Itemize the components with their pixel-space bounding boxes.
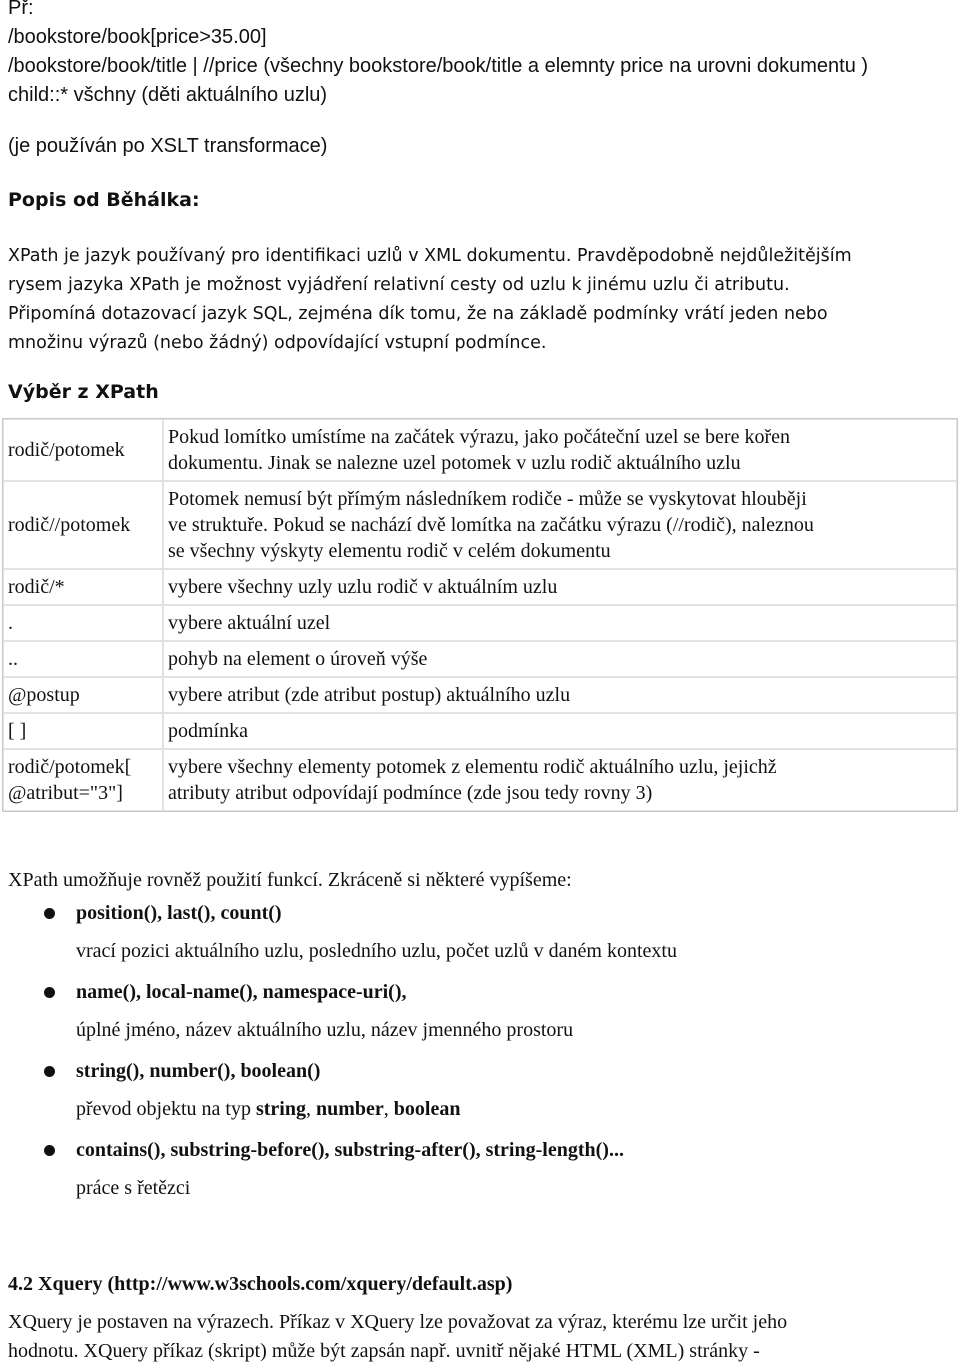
- xpath-meaning: Potomek nemusí být přímým následníkem rodiče - může se vyskytovat hlouběji: [168, 488, 807, 510]
- function-description-part: string: [255, 1098, 306, 1120]
- function-description: [76, 1094, 952, 1124]
- function-name-part: ,: [210, 902, 221, 924]
- function-name-part: ,: [401, 981, 407, 1003]
- function-name-part: ,: [135, 981, 146, 1003]
- function-description: [76, 1173, 952, 1203]
- xpath-meaning-cell: [163, 569, 957, 605]
- xpath-expression: @postup: [8, 684, 80, 706]
- function-names: [76, 898, 952, 928]
- function-name-part: ,: [475, 1139, 486, 1161]
- function-name-part: ,: [230, 1060, 241, 1082]
- xpath-meaning: se všechny výskyty elementu rodič v celém dokumentu: [168, 540, 611, 562]
- example-line: /bookstore/book[price>35.00]: [8, 26, 267, 48]
- xquery-line: hodnotu. XQuery příkaz (skript) může být zapsán např. uvnitř nějaké HTML (XML) stránky -: [8, 1340, 760, 1362]
- function-description: [76, 936, 952, 966]
- function-item: [8, 1056, 952, 1124]
- xpath-expression: rodič//potomek: [8, 514, 131, 536]
- function-name-part: count(): [220, 902, 282, 924]
- intro-examples: [8, 0, 868, 110]
- xpath-meaning-cell: [163, 713, 957, 749]
- section-heading-xquery: 4.2 Xquery (http://www.w3schools.com/xquery/default.asp): [8, 1273, 513, 1295]
- function-name-part: last(): [167, 902, 211, 924]
- description-line: množinu výrazů (nebo žádný) odpovídající vstupní podmínce.: [8, 333, 547, 353]
- xpath-meaning: pohyb na element o úroveň výše: [168, 648, 428, 670]
- xpath-expression-cell: [3, 569, 163, 605]
- description-line: XPath je jazyk používaný pro identifikaci uzlů v XML dokumentu. Pravděpodobně nejdůležitějším: [8, 246, 852, 266]
- xpath-meaning: podmínka: [168, 720, 248, 742]
- table-row: [3, 569, 957, 605]
- xpath-meaning: atributy atribut odpovídají podmínce (zde jsou tedy rovny 3): [168, 782, 653, 804]
- function-name-part: ,: [157, 902, 168, 924]
- function-description-part: ,: [383, 1098, 394, 1120]
- example-line: child::* všchny (děti aktuálního uzlu): [8, 84, 328, 106]
- table-row: [3, 605, 957, 641]
- function-name-part: string-length(): [485, 1139, 609, 1161]
- xpath-meaning: vybere aktuální uzel: [168, 612, 331, 634]
- note-text: (je používán po XSLT transformace): [8, 135, 328, 157]
- xpath-meaning: vybere atribut (zde atribut postup) aktuálního uzlu: [168, 684, 571, 706]
- xpath-expression-cell: [3, 713, 163, 749]
- function-name-part: name(): [76, 981, 136, 1003]
- xpath-expression: @atribut="3"]: [8, 782, 123, 804]
- table-row: [3, 641, 957, 677]
- function-name-part: ...: [608, 1139, 624, 1161]
- functions-intro: XPath umožňuje rovněž použití funkcí. Zkráceně si některé vypíšeme:: [8, 869, 572, 891]
- xpath-expression: ..: [8, 648, 18, 670]
- section-heading-behalek: Popis od Běhálka:: [8, 189, 200, 211]
- xquery-paragraph: [8, 1308, 952, 1366]
- xpath-meaning-cell: [163, 419, 957, 481]
- bullet-icon: [44, 987, 55, 998]
- example-line: Př:: [8, 0, 34, 19]
- xpath-expression-cell: [3, 481, 163, 569]
- xpath-expression-cell: [3, 677, 163, 713]
- function-description-part: vrací pozici aktuálního uzlu, posledního uzlu, počet uzlů v daném kontextu: [76, 940, 677, 962]
- table-row: [3, 677, 957, 713]
- section-heading-xpath: Výběr z XPath: [8, 381, 159, 403]
- function-name-part: ,: [324, 1139, 335, 1161]
- function-names: [76, 1135, 952, 1165]
- xpath-expression: rodič/potomek: [8, 439, 125, 461]
- xquery-line: XQuery je postaven na výrazech. Příkaz v XQuery lze považovat za výraz, kterému lze určit jeho: [8, 1311, 788, 1333]
- xpath-meaning-cell: [163, 677, 957, 713]
- function-name-part: contains(): [76, 1139, 161, 1161]
- xpath-meaning: Pokud lomítko umístíme na začátek výrazu, jako počáteční uzel se bere kořen: [168, 426, 791, 448]
- xpath-meaning: vybere všechny uzly uzlu rodič v aktuálním uzlu: [168, 576, 558, 598]
- function-item: [8, 898, 952, 966]
- xpath-expression-cell: [3, 605, 163, 641]
- description-line: Připomíná dotazovací jazyk SQL, zejména dík tomu, že na základě podmínky vrátí jeden nebo: [8, 304, 828, 324]
- function-name-part: substring-after(): [334, 1139, 476, 1161]
- xpath-meaning: vybere všechny elementy potomek z elementu rodič aktuálního uzlu, jejichž: [168, 756, 777, 778]
- function-item: [8, 977, 952, 1045]
- xpath-meaning: ve struktuře. Pokud se nachází dvě lomítka na začátku výrazu (//rodič), naleznou: [168, 514, 814, 536]
- bullet-icon: [44, 1145, 55, 1156]
- xpath-expression-cell: [3, 419, 163, 481]
- function-description: [76, 1015, 952, 1045]
- xpath-meaning-cell: [163, 749, 957, 811]
- xpath-meaning-cell: [163, 641, 957, 677]
- function-name-part: ,: [252, 981, 263, 1003]
- function-name-part: ,: [160, 1139, 171, 1161]
- function-name-part: boolean(): [240, 1060, 321, 1082]
- xpath-meaning-cell: [163, 481, 957, 569]
- xpath-expression-cell: [3, 749, 163, 811]
- table-row: [3, 749, 957, 811]
- bullet-icon: [44, 1066, 55, 1077]
- bullet-icon: [44, 908, 55, 919]
- function-name-part: local-name(): [145, 981, 253, 1003]
- function-description-part: úplné jméno, název aktuálního uzlu, název jmenného prostoru: [76, 1019, 574, 1041]
- xpath-expression: .: [8, 612, 13, 634]
- function-list: [8, 898, 952, 1214]
- function-name-part: ,: [139, 1060, 150, 1082]
- function-names: [76, 1056, 952, 1086]
- function-description-part: number: [315, 1098, 384, 1120]
- function-name-part: number(): [149, 1060, 231, 1082]
- function-name-part: substring-before(): [170, 1139, 325, 1161]
- xpath-expression: rodič/potomek[: [8, 756, 132, 778]
- function-name-part: position(): [76, 902, 158, 924]
- function-names: [76, 977, 952, 1007]
- table-row: [3, 481, 957, 569]
- table-row: [3, 713, 957, 749]
- function-description-part: práce s řetězci: [76, 1177, 191, 1199]
- description-line: rysem jazyka XPath je možnost vyjádření relativní cesty od uzlu k jinému uzlu či atributu.: [8, 275, 790, 295]
- function-item: [8, 1135, 952, 1203]
- xpath-meaning: dokumentu. Jinak se nalezne uzel potomek v uzlu rodič aktuálního uzlu: [168, 452, 741, 474]
- xpath-table: [2, 418, 958, 812]
- function-description-part: boolean: [393, 1098, 461, 1120]
- example-line: /bookstore/book/title | //price (všechny bookstore/book/title a elemnty price na urovni dokumentu ): [8, 55, 869, 77]
- function-description-part: ,: [305, 1098, 316, 1120]
- function-name-part: namespace-uri(): [262, 981, 402, 1003]
- function-name-part: string(): [76, 1060, 140, 1082]
- table-row: [3, 419, 957, 481]
- xpath-expression: rodič/*: [8, 576, 65, 598]
- xpath-expression-cell: [3, 641, 163, 677]
- function-description-part: převod objektu na typ: [76, 1098, 256, 1120]
- xpath-description: [8, 242, 952, 358]
- xpath-table-body: [3, 419, 957, 811]
- xpath-expression: [ ]: [8, 720, 27, 742]
- xpath-meaning-cell: [163, 605, 957, 641]
